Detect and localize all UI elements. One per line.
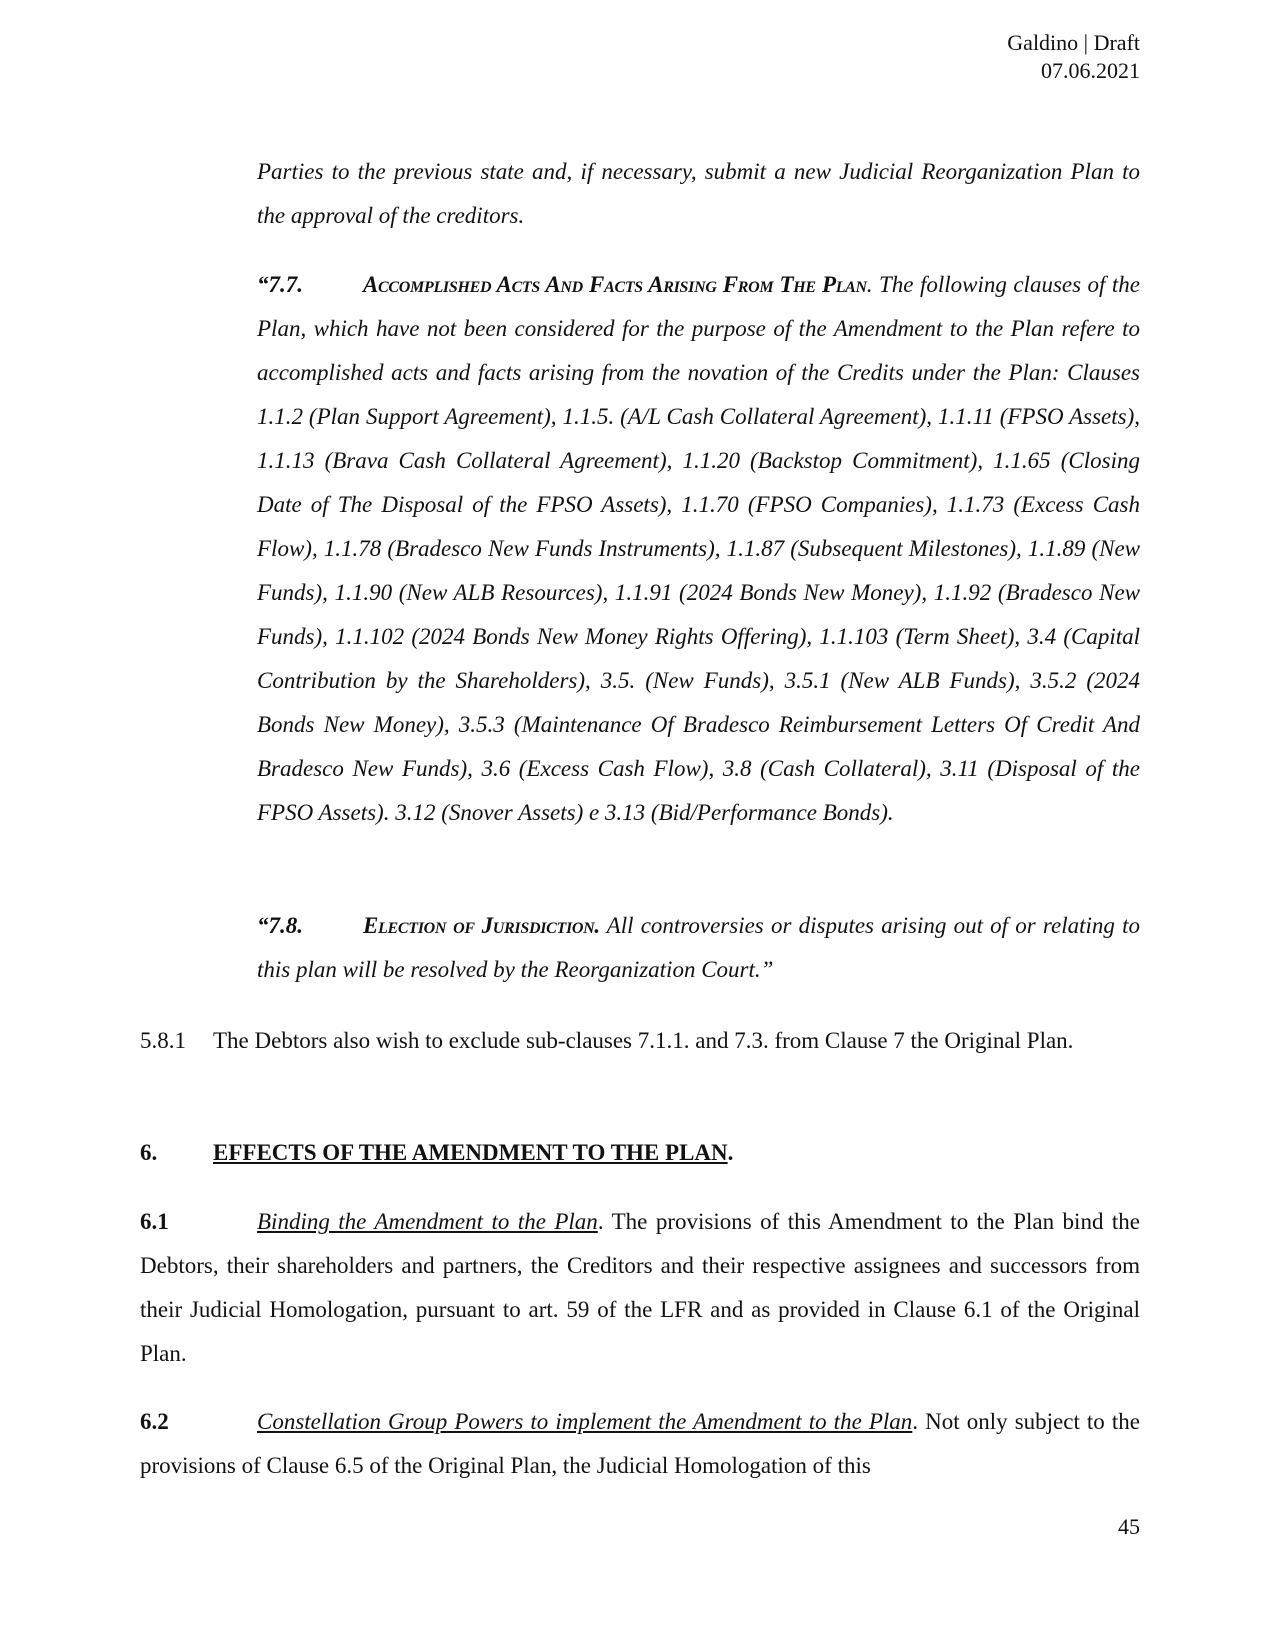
header-date: 07.06.2021 bbox=[1041, 58, 1140, 83]
clause-7-8 bbox=[257, 904, 1140, 992]
clause-6-1-number: 6.1 bbox=[140, 1209, 169, 1234]
clause-7-7-number: “7.7. bbox=[257, 272, 303, 297]
clause-5-8-1-text: The Debtors also wish to exclude sub-clauses 7.1.1. and 7.3. from Clause 7 the Original Plan. bbox=[213, 1028, 1074, 1053]
clause-7-8-number: “7.8. bbox=[257, 913, 303, 938]
clause-6-2-title: Constellation Group Powers to implement the Amendment to the Plan bbox=[257, 1409, 913, 1434]
clause-7-8-text: All controversies or disputes arising out of or relating to this plan will be resolved by the Reorganization Court.” bbox=[257, 913, 1140, 982]
clause-6-2-number: 6.2 bbox=[140, 1409, 169, 1434]
continuation-paragraph: Parties to the previous state and, if necessary, submit a new Judicial Reorganization Plan to the approval of the creditors. bbox=[257, 159, 1140, 228]
clause-6-2 bbox=[140, 1400, 1140, 1488]
clause-6-1-text: . The provisions of this Amendment to the Plan bind the Debtors, their shareholders and partners, the Creditors and their respective assignees and successors from their Judicial Homologation, pursuant to art. 59 of the LFR and as provided in Clause 6.1 of the Original Plan. bbox=[140, 1209, 1140, 1366]
clause-7-7-text: . The following clauses of the Plan, which have not been considered for the purpose of the Amendment to the Plan refere to accomplished acts and facts arising from the novation of the Credits under the Plan: Clauses 1.1.2 (Plan Support Agreement), 1.1.5. (A/L Cash Collateral Agreement), 1.1.11 (FPSO Assets), 1.1.13 (Brava Cash Collateral Agreement), 1.1.20 (Backstop Commitment), 1.1.65 (Closing Date of The Disposal of the FPSO Assets), 1.1.70 (FPSO Companies), 1.1.73 (Excess Cash Flow), 1.1.78 (Bradesco New Funds Instruments), 1.1.87 (Subsequent Milestones), 1.1.89 (New Funds), 1.1.90 (New ALB Resources), 1.1.91 (2024 Bonds New Money), 1.1.92 (Bradesco New Funds), 1.1.102 (2024 Bonds New Money Rights Offering), 1.1.103 (Term Sheet), 3.4 (Capital Contribution by the Shareholders), 3.5. (New Funds), 3.5.1 (New ALB Funds), 3.5.2 (2024 Bonds New Money), 3.5.3 (Maintenance Of Bradesco Reimbursement Letters Of Credit And Bradesco New Funds), 3.6 (Excess Cash Flow), 3.8 (Cash Collateral), 3.11 (Disposal of the FPSO Assets). 3.12 (Snover Assets) e 3.13 (Bid/Performance Bonds). bbox=[257, 272, 1140, 825]
clause-6-1 bbox=[140, 1200, 1140, 1376]
page-number: 45 bbox=[1118, 1514, 1140, 1539]
header-title: Galdino | Draft bbox=[1007, 30, 1140, 55]
clause-7-7-title: Accomplished Acts And Facts Arising From The Plan bbox=[363, 272, 867, 297]
clause-5-8-1 bbox=[140, 1019, 1140, 1063]
clause-5-8-1-number: 5.8.1 bbox=[140, 1028, 186, 1053]
clause-6-1-title: Binding the Amendment to the Plan bbox=[257, 1209, 598, 1234]
clause-7-7 bbox=[257, 263, 1140, 835]
page-header bbox=[1007, 29, 1140, 85]
section-6-heading bbox=[140, 1131, 1140, 1175]
clause-7-8-title: Election of Jurisdiction. bbox=[363, 913, 600, 938]
section-6-number: 6. bbox=[140, 1140, 158, 1165]
clause-6-2-text: . Not only subject to the provisions of Clause 6.5 of the Original Plan, the Judicial Homologation of this bbox=[140, 1409, 1140, 1478]
section-6-title: EFFECTS OF THE AMENDMENT TO THE PLAN bbox=[213, 1140, 728, 1165]
section-6-period: . bbox=[727, 1140, 734, 1165]
